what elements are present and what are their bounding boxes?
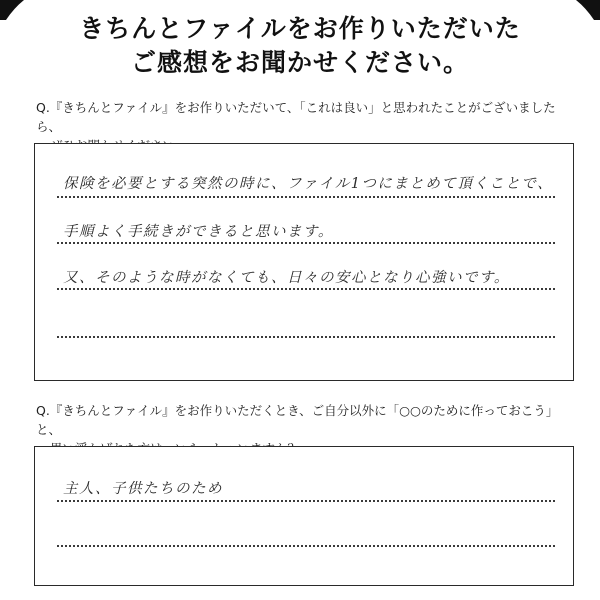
page-title-line-1: きちんとファイルをお作りいただいた [79, 14, 521, 43]
answer-2-text-line-1: 主人、子供たちのため [63, 481, 223, 497]
answer-1-ruled-line-1 [57, 196, 555, 198]
answer-1-ruled-line-2 [57, 242, 555, 244]
answer-1-text-line-2: 手順よく手続きができると思います。 [63, 224, 334, 240]
question-2-line-1: Q.『きちんとファイル』をお作りいただくとき、ご自分以外に「○○のために作っておこう」と、 [36, 403, 559, 437]
answer-box-1 [34, 143, 574, 381]
page-title-line-2: ご感想をお聞かせください。 [130, 48, 469, 77]
answer-2-ruled-line-2 [57, 545, 555, 547]
question-1-line-1: Q.『きちんとファイル』をお作りいただいて、「これは良い」と思われたことがございましたら、 [36, 100, 556, 134]
answer-1-ruled-line-3 [57, 288, 555, 290]
answer-box-2 [34, 446, 574, 586]
answer-1-text-line-3: 又、そのような時がなくても、日々の安心となり心強いです。 [63, 270, 510, 286]
answer-1-ruled-line-4 [57, 336, 555, 338]
answer-1-text-line-1: 保険を必要とする突然の時に、ファイル1つにまとめて頂くことで、 [63, 176, 554, 192]
answer-2-ruled-line-1 [57, 500, 555, 502]
